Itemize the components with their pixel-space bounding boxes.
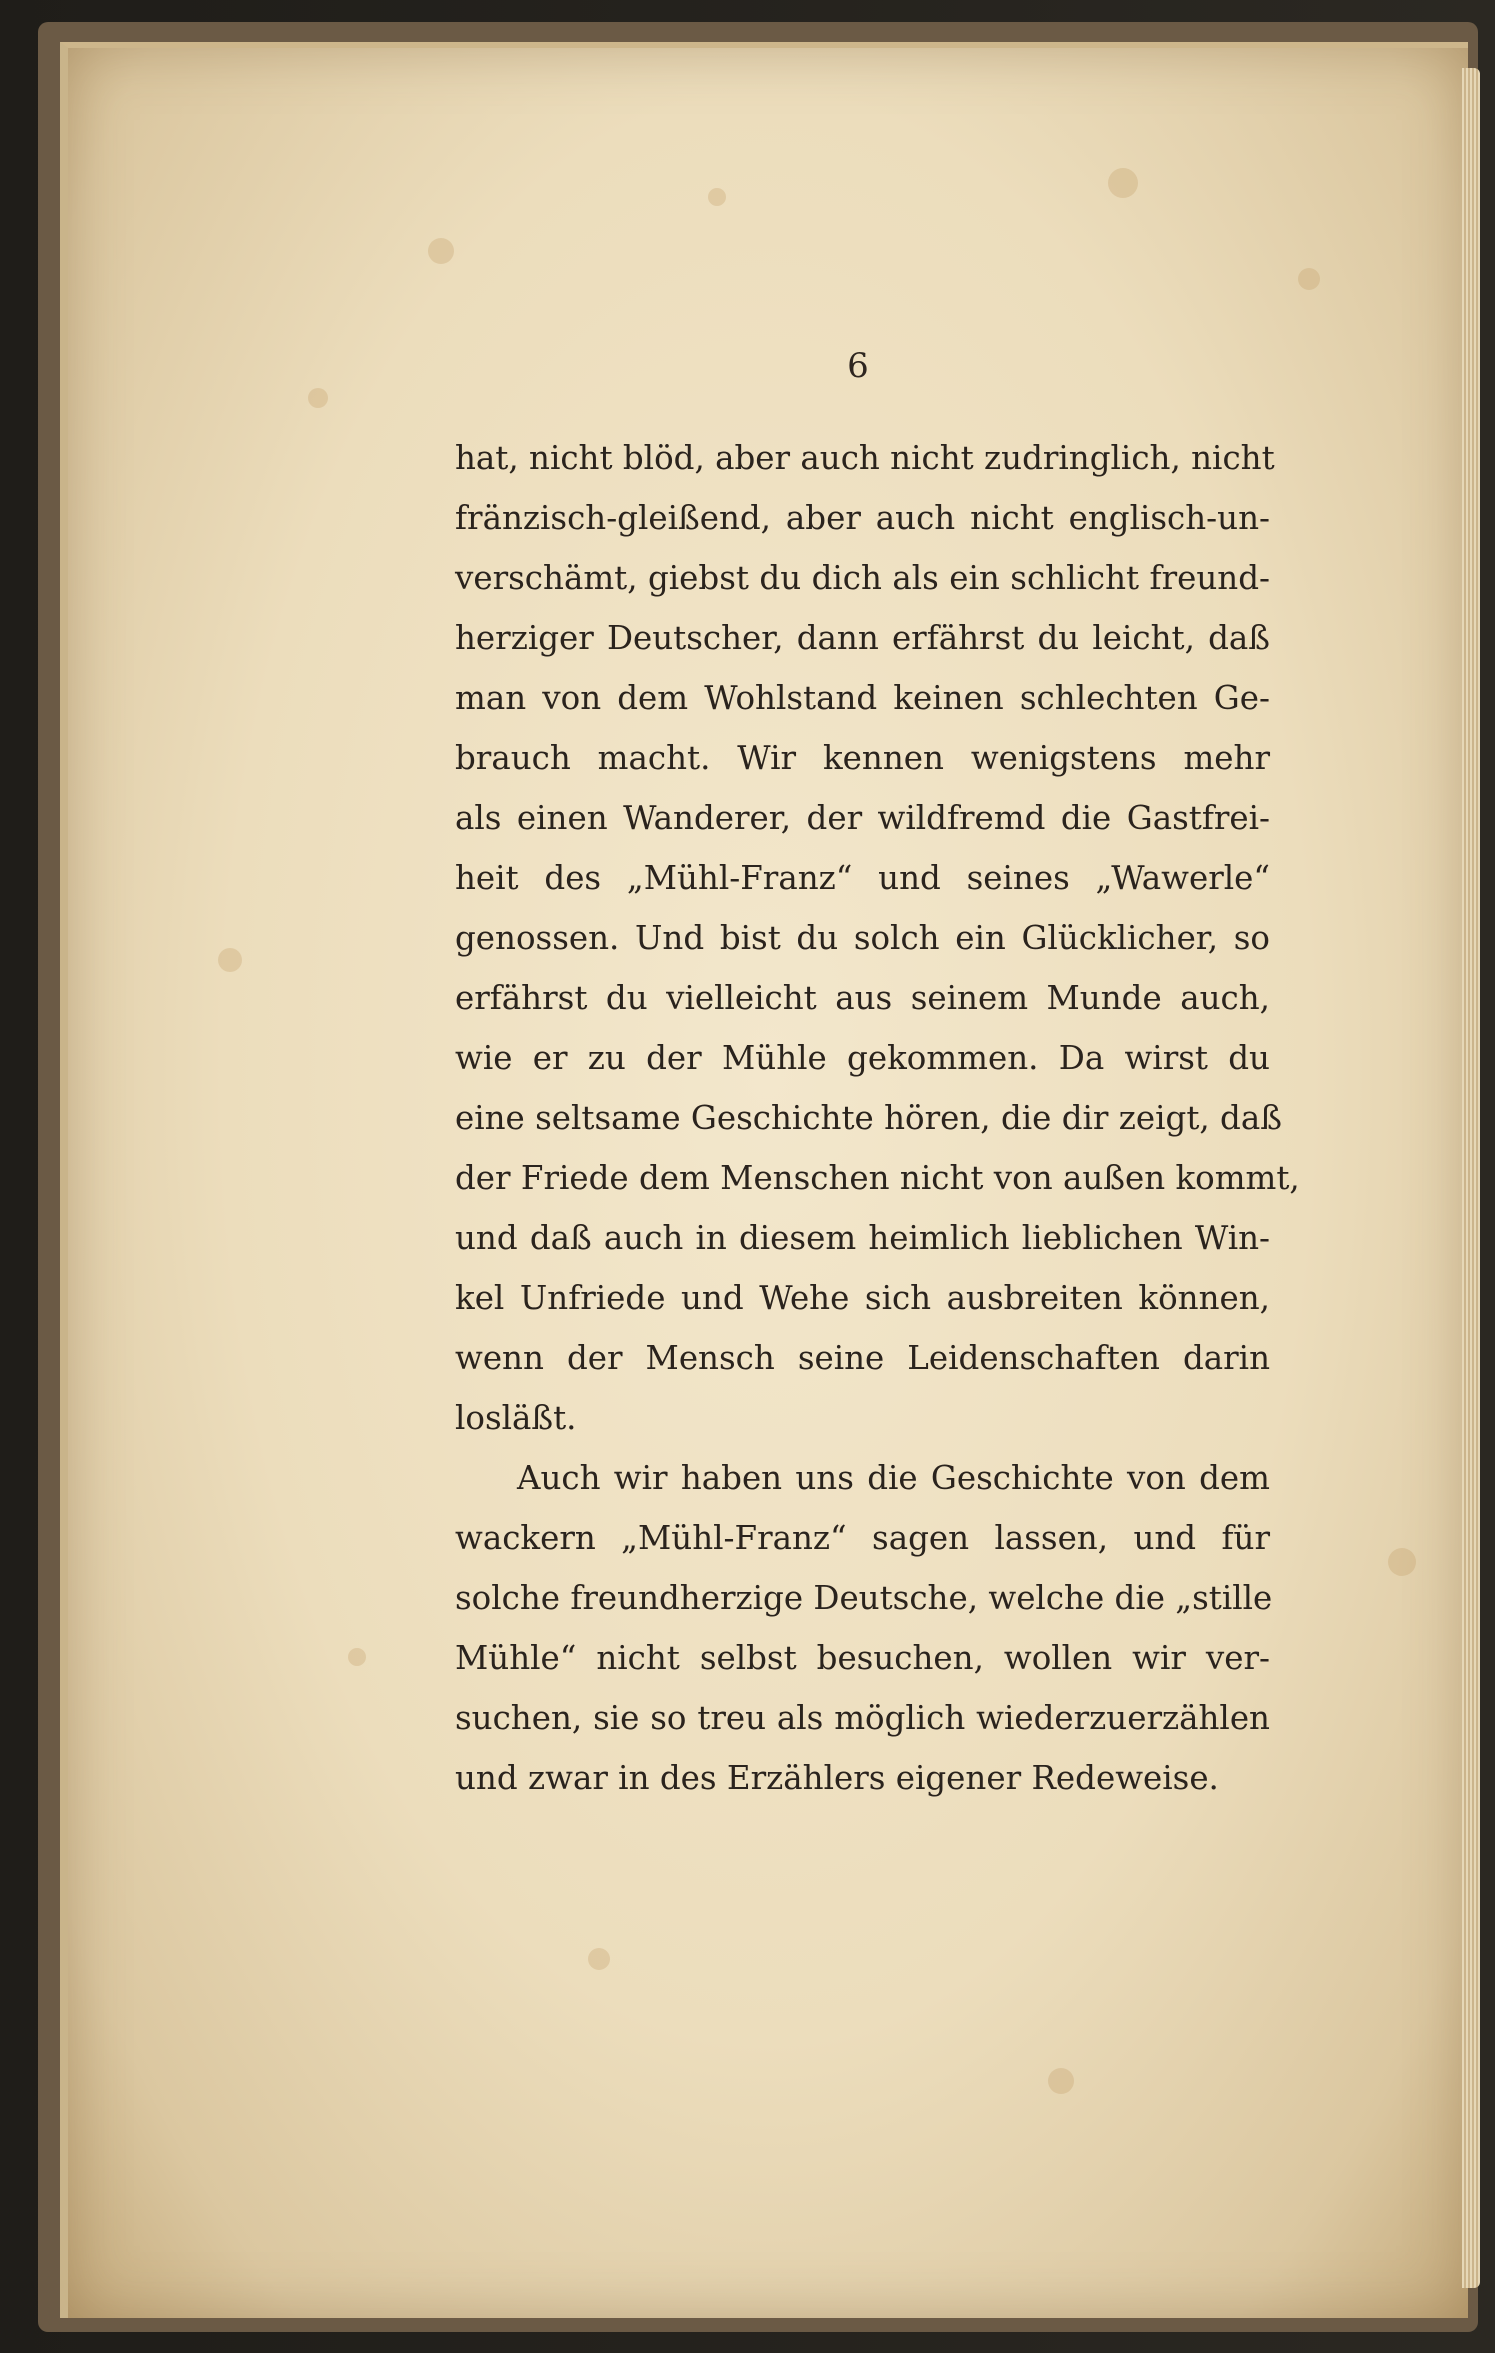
text-line: wie er zu der Mühle gekommen. Da wirst du <box>455 1039 1270 1077</box>
foxing-spot <box>1048 2068 1074 2094</box>
text-line: eine seltsame Geschichte hören, die dir zeigt, daß <box>455 1099 1282 1137</box>
foxing-spot <box>428 238 454 264</box>
foxing-spot <box>1388 1548 1416 1576</box>
page-edges <box>1462 68 1480 2288</box>
foxing-spot <box>588 1948 610 1970</box>
paragraph-1 <box>455 428 1300 1448</box>
text-line: der Friede dem Menschen nicht von außen kommt, <box>455 1159 1300 1197</box>
text-line: fränzisch-gleißend, aber auch nicht englisch-un- <box>455 499 1270 537</box>
foxing-spot <box>708 188 726 206</box>
text-line: heit des „Mühl-Franz“ und seines „Wawerle“ <box>455 859 1270 897</box>
text-line: genossen. Und bist du solch ein Glücklicher, so <box>455 919 1270 957</box>
text-line: Auch wir haben uns die Geschichte von dem <box>517 1459 1270 1497</box>
text-line: man von dem Wohlstand keinen schlechten Ge- <box>455 679 1270 717</box>
text-line: brauch macht. Wir kennen wenigstens mehr <box>455 739 1270 777</box>
foxing-spot <box>1298 268 1320 290</box>
text-line: hat, nicht blöd, aber auch nicht zudringlich, nicht <box>455 439 1275 477</box>
text-line: erfährst du vielleicht aus seinem Munde auch, <box>455 979 1270 1017</box>
foxing-spot <box>348 1648 366 1666</box>
text-line: herziger Deutscher, dann erfährst du leicht, daß <box>455 619 1270 657</box>
text-line: solche freundherzige Deutsche, welche die „stille <box>455 1579 1273 1617</box>
paragraph-2 <box>455 1448 1273 1808</box>
text-line: kel Unfriede und Wehe sich ausbreiten können, <box>455 1279 1270 1317</box>
text-line: und daß auch in diesem heimlich lieblichen Win- <box>455 1219 1270 1257</box>
text-line: verschämt, giebst du dich als ein schlicht freund- <box>455 559 1270 597</box>
foxing-spot <box>308 388 328 408</box>
page-number: 6 <box>847 346 869 386</box>
text-line: Mühle“ nicht selbst besuchen, wollen wir ver- <box>455 1639 1270 1677</box>
body-text <box>455 428 1300 1808</box>
foxing-spot <box>1108 168 1138 198</box>
text-line: als einen Wanderer, der wildfremd die Gastfrei- <box>455 799 1270 837</box>
text-line: suchen, sie so treu als möglich wiederzuerzählen <box>455 1699 1270 1737</box>
text-line: losläßt. <box>455 1399 577 1437</box>
text-line: wenn der Mensch seine Leidenschaften darin <box>455 1339 1270 1377</box>
text-line: wackern „Mühl-Franz“ sagen lassen, und für <box>455 1519 1270 1557</box>
text-line: und zwar in des Erzählers eigener Redeweise. <box>455 1759 1219 1797</box>
foxing-spot <box>218 948 242 972</box>
